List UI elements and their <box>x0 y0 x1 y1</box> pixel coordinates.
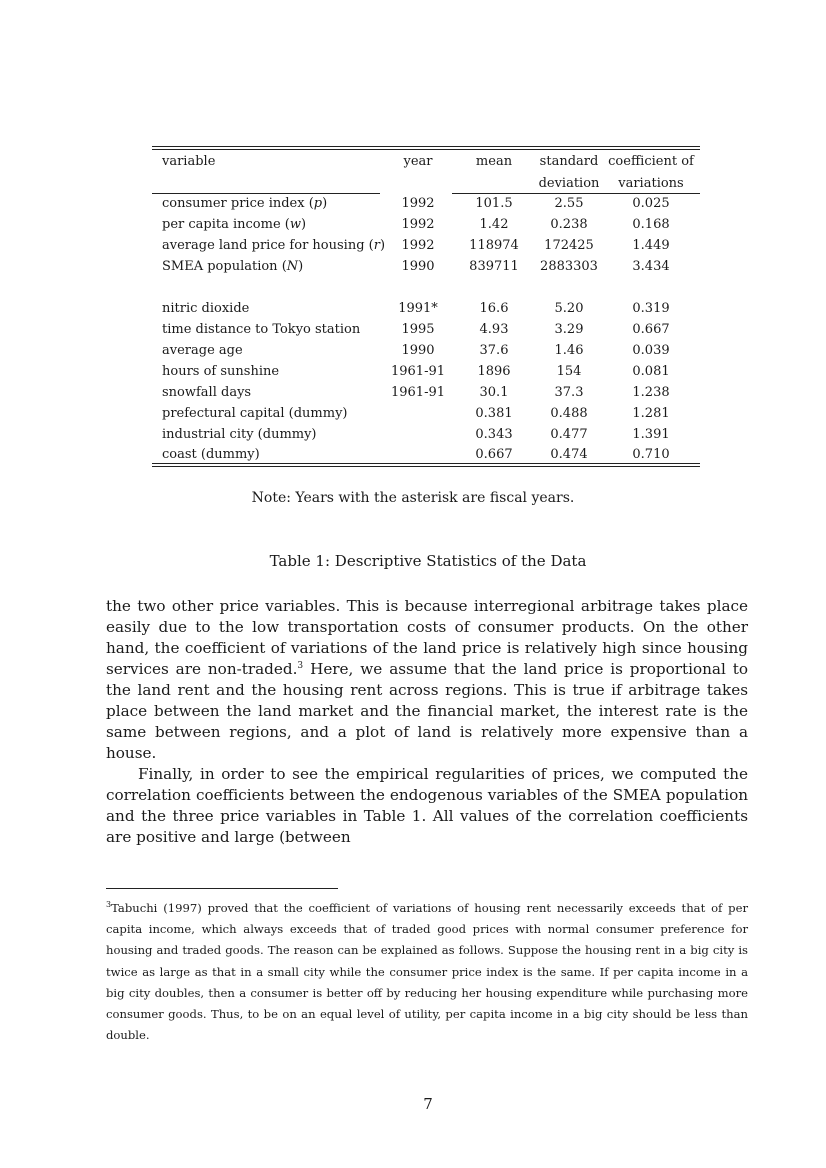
header-coefficient-line1: coefficient of <box>608 154 694 169</box>
table-row <box>152 320 700 340</box>
row-sd: 2.55 <box>554 196 584 211</box>
table-row <box>152 257 700 277</box>
row-cv: 1.449 <box>632 238 670 253</box>
header-coefficient-line2: variations <box>618 176 684 191</box>
table-row <box>152 425 700 445</box>
table-row <box>152 194 700 214</box>
row-mean: 37.6 <box>479 343 509 358</box>
footnote-rule <box>106 888 338 889</box>
row-year: 1961-91 <box>390 385 446 400</box>
row-sd: 0.477 <box>550 427 588 442</box>
row-variable: coast (dummy) <box>162 447 260 462</box>
row-mean: 118974 <box>469 238 519 253</box>
row-mean: 839711 <box>469 259 519 274</box>
table-row <box>152 299 700 319</box>
row-sd: 172425 <box>544 238 594 253</box>
table-row <box>152 404 700 424</box>
row-variable: time distance to Tokyo station <box>162 322 361 337</box>
row-variable: consumer price index (p) <box>162 196 328 211</box>
row-variable: average land price for housing (r) <box>162 238 386 253</box>
row-mean: 0.343 <box>475 427 513 442</box>
row-variable: SMEA population (N) <box>162 259 304 274</box>
row-year: 1991* <box>398 301 438 316</box>
table-bottom-rule <box>152 463 700 464</box>
row-variable: nitric dioxide <box>162 301 250 316</box>
table-row <box>152 445 700 465</box>
paragraph: Finally, in order to see the empirical regularities of prices, we computed the correlation coefficients between the endogenous variables of the SMEA population and the three price variables in Table 1. All values of the correlation coefficients are positive and large (between <box>106 765 748 846</box>
row-mean: 4.93 <box>479 322 509 337</box>
table-caption: Table 1: Descriptive Statistics of the Data <box>269 552 587 570</box>
row-mean: 1.42 <box>479 217 509 232</box>
row-cv: 0.319 <box>632 301 670 316</box>
row-cv: 0.039 <box>632 343 670 358</box>
row-cv: 1.281 <box>632 406 670 421</box>
footnote-mark: 3 <box>106 900 112 910</box>
row-year: 1961-91 <box>390 364 446 379</box>
header-standard-deviation-line1: standard <box>539 154 599 169</box>
row-sd: 5.20 <box>554 301 584 316</box>
row-mean: 16.6 <box>479 301 509 316</box>
header-standard-deviation-line2: deviation <box>538 176 600 191</box>
table-header-row-2 <box>152 174 700 194</box>
row-cv: 0.025 <box>632 196 670 211</box>
row-cv: 1.238 <box>632 385 670 400</box>
row-mean: 101.5 <box>475 196 513 211</box>
row-year: 1990 <box>401 343 435 358</box>
row-sd: 0.238 <box>550 217 588 232</box>
row-mean: 0.667 <box>475 447 513 462</box>
row-mean: 0.381 <box>475 406 513 421</box>
page-number: 7 <box>423 1095 433 1113</box>
table-row <box>152 215 700 235</box>
row-sd: 0.488 <box>550 406 588 421</box>
row-sd: 3.29 <box>554 322 584 337</box>
table-top-rule <box>152 146 700 147</box>
row-year: 1995 <box>401 322 435 337</box>
header-variable: variable <box>162 154 216 169</box>
row-variable: average age <box>162 343 243 358</box>
header-mean: mean <box>475 154 513 169</box>
header-year: year <box>403 154 433 169</box>
row-cv: 0.710 <box>632 447 670 462</box>
row-mean: 1896 <box>477 364 511 379</box>
table-row <box>152 236 700 256</box>
row-variable: per capita income (w) <box>162 217 307 232</box>
table-top-rule-double <box>152 149 700 150</box>
row-cv: 0.168 <box>632 217 670 232</box>
row-year: 1992 <box>401 196 435 211</box>
footnote: $^3$Tabuchi (1997) proved that the coefficient of variations of housing rent necessarily exceeds that of per capita income, which always exceeds that of traded good prices with normal consumer preference for housing and traded goods. The reason can be explained as follows. Suppose the housing rent in a big city is twice as large as that in a small city while the consumer price index is the same. If per capita income in a big city doubles, then a consumer is better off by reducing her housing expenditure while purchasing more consumer goods. Thus, to be on an equal level of utility, per capita income in a big city should be less than double. <box>106 900 748 1043</box>
row-year: 1990 <box>401 259 435 274</box>
row-sd: 0.474 <box>550 447 588 462</box>
table-bottom-rule-double <box>152 466 700 467</box>
row-year: 1992 <box>401 217 435 232</box>
row-variable: industrial city (dummy) <box>162 427 317 442</box>
row-mean: 30.1 <box>479 385 509 400</box>
table-row <box>152 341 700 361</box>
table-row <box>152 383 700 403</box>
row-cv: 0.667 <box>632 322 670 337</box>
row-sd: 2883303 <box>540 259 598 274</box>
table-note: Note: Years with the asterisk are fiscal years. <box>251 490 575 506</box>
table-row <box>152 362 700 382</box>
row-sd: 1.46 <box>554 343 584 358</box>
row-variable: prefectural capital (dummy) <box>162 406 348 421</box>
row-cv: 3.434 <box>632 259 670 274</box>
footnote-reference: 3 <box>297 660 304 671</box>
row-variable: hours of sunshine <box>162 364 280 379</box>
row-year: 1992 <box>401 238 435 253</box>
row-variable: snowfall days <box>162 385 252 400</box>
row-cv: 1.391 <box>632 427 670 442</box>
paragraph: the two other price variables. This is because interregional arbitrage takes place easily due to the low transportation costs of consumer products. On the other hand, the coefficient of variations of the land price is relatively high since housing services are non-traded.$^3$ Here, we assume that the land price is proportional to the land rent and the housing rent across regions. This is true if arbitrage takes place between the land market and the financial market, the interest rate is the same between regions, and a plot of land is relatively more expensive than a house. <box>106 597 748 762</box>
row-cv: 0.081 <box>632 364 670 379</box>
body-text <box>106 596 748 848</box>
table-header-row <box>152 152 700 172</box>
row-sd: 37.3 <box>554 385 584 400</box>
row-sd: 154 <box>556 364 582 379</box>
